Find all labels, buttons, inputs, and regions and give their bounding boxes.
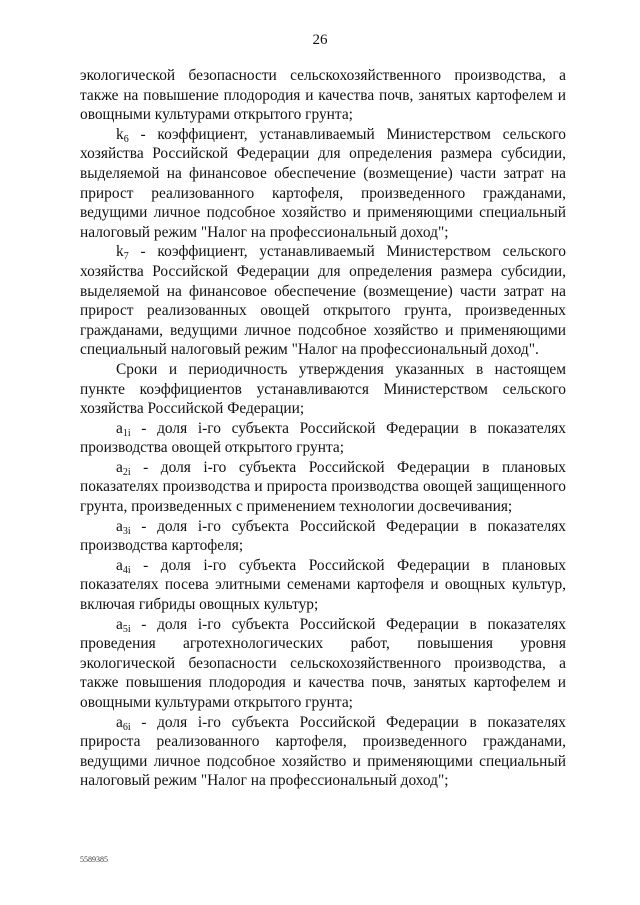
paragraph-continuation [80, 66, 566, 125]
formula-subscript: 4i [122, 564, 131, 576]
document-id: 5589385 [80, 855, 108, 864]
paragraph-text: - коэффициент, устанавливаемый Министерством сельского хозяйства Российской Федерации для определения размера субсидии, выделяемой на финансовое обеспечение (возмещение) части затрат на прирост реализованных овощей открытого грунта, произведенных гражданами, ведущими личное подсобное хозяйство и применяющими специальный налоговый режим "Налог на профессиональный доход". [80, 243, 566, 359]
formula-subscript: 5i [122, 623, 131, 635]
formula-subscript: 6i [122, 721, 131, 733]
formula-symbol: a [116, 517, 123, 535]
paragraph-text: - доля i-го субъекта Российской Федерации в показателях производства овощей открытого грунта; [80, 419, 566, 457]
paragraph-terms [80, 360, 566, 419]
paragraph-text: - доля i-го субъекта Российской Федерации в плановых показателях производства и прироста производства овощей защищенного грунта, произведенных с применением технологии досвечивания; [80, 458, 566, 516]
document-body [80, 66, 566, 791]
paragraph-a2i [80, 458, 566, 517]
paragraph-text: Сроки и периодичность утверждения указанных в настоящем пункте коэффициентов устанавливаются Министерством сельского хозяйства Российской Федерации; [80, 360, 566, 418]
formula-symbol: a [116, 615, 123, 633]
formula-subscript: 6 [123, 133, 129, 145]
paragraph-a1i [80, 419, 566, 458]
formula-symbol: a [116, 713, 123, 731]
paragraph-text: - доля i-го субъекта Российской Федерации в показателях прироста реализованного картофеля, произведенного гражданами, ведущими личное подсобное хозяйство и применяющими специальный налоговый режим "Налог на профессиональный доход"; [80, 713, 566, 790]
formula-subscript: 3i [122, 525, 131, 537]
paragraph-text: - коэффициент, устанавливаемый Министерством сельского хозяйства Российской Федерации для определения размера субсидии, выделяемой на финансовое обеспечение (возмещение) части затрат на прирост реализованного картофеля, произведенного гражданами, ведущими личное подсобное хозяйство и применяющими специальный налоговый режим "Налог на профессиональный доход"; [80, 125, 566, 241]
paragraph-a4i [80, 556, 566, 615]
paragraph-k6 [80, 125, 566, 243]
paragraph-k7 [80, 242, 566, 360]
formula-symbol: a [116, 458, 123, 476]
paragraph-text: - доля i-го субъекта Российской Федерации в показателях проведения агротехнологических работ, повышения уровня экологической безопасности сельскохозяйственного производства, а также повышения плодородия и качества почв, занятых картофелем и овощными культурами открытого грунта; [80, 615, 566, 711]
page-number: 26 [312, 32, 328, 48]
formula-symbol: k [116, 243, 124, 261]
paragraph-a3i [80, 517, 566, 556]
formula-symbol: a [116, 419, 123, 437]
formula-symbol: a [116, 556, 123, 574]
paragraph-text: - доля i-го субъекта Российской Федерации в показателях производства картофеля; [80, 517, 566, 555]
formula-symbol: k [116, 125, 124, 143]
paragraph-text: - доля i-го субъекта Российской Федерации в плановых показателях посева элитными семенами картофеля и овощных культур, включая гибриды овощных культур; [80, 556, 566, 614]
paragraph-text: экологической безопасности сельскохозяйственного производства, а также на повышение плодородия и качества почв, занятых картофелем и овощными культурами открытого грунта; [80, 67, 566, 124]
paragraph-a5i [80, 615, 566, 713]
formula-subscript: 2i [122, 466, 131, 478]
formula-subscript: 1i [122, 427, 131, 439]
paragraph-a6i [80, 713, 566, 791]
formula-subscript: 7 [123, 251, 129, 263]
